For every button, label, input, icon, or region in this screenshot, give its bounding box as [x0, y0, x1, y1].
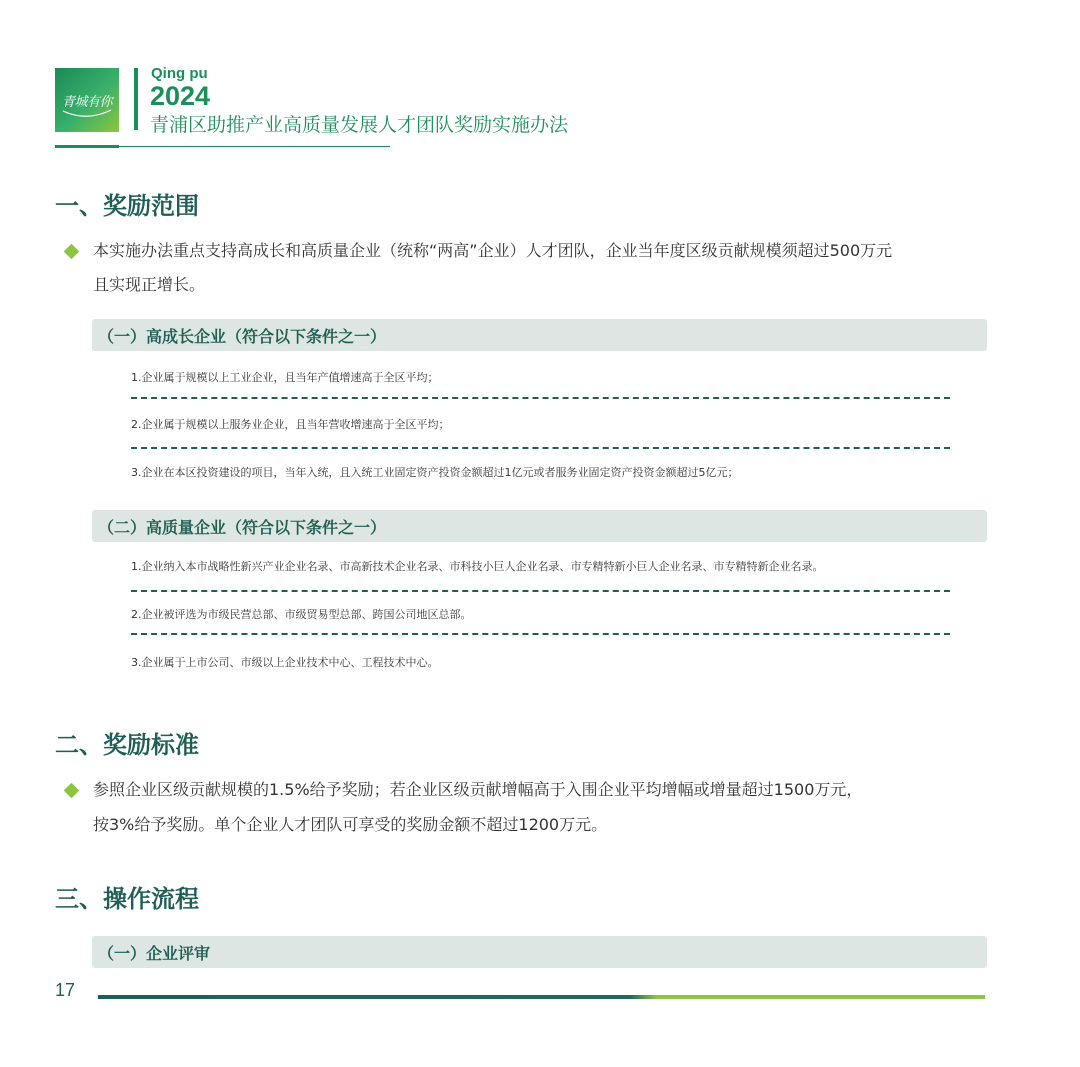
subsection-band-high-quality [92, 510, 987, 542]
header-subtitle: Qing pu [151, 65, 208, 82]
section-heading-scope: 一、奖励范围 [55, 192, 199, 220]
dashed-divider [131, 633, 950, 635]
section-heading-process: 三、操作流程 [55, 885, 199, 913]
page-number: 17 [55, 980, 76, 1000]
document-title: 青浦区助推产业高质量发展人才团队奖励实施办法 [150, 114, 569, 136]
header-rule-accent [55, 145, 119, 148]
list-item: 2.企业被评选为市级民营总部、市级贸易型总部、跨国公司地区总部。 [131, 608, 472, 621]
footer-rule [98, 995, 985, 999]
logo-swoosh-icon [61, 108, 113, 118]
logo [55, 68, 119, 132]
scope-paragraph-line-2: 且实现正增长。 [93, 275, 206, 294]
list-item: 1.企业纳入本市战略性新兴产业企业名录、市高新技术企业名录、市科技小巨人企业名录、市专精特新小巨人企业名录、市专精特新企业名录。 [131, 560, 824, 573]
dashed-divider [131, 590, 950, 592]
header-divider [134, 68, 138, 130]
header-year: 2024 [150, 81, 211, 111]
diamond-bullet-icon [64, 244, 80, 260]
standard-paragraph-line-2: 按3%给予奖励。单个企业人才团队可享受的奖励金额不超过1200万元。 [93, 815, 608, 834]
scope-paragraph-line-1: 本实施办法重点支持高成长和高质量企业（统称“两高”企业）人才团队，企业当年度区级贡献规模须超过500万元 [93, 241, 893, 260]
list-item: 1.企业属于规模以上工业企业，且当年产值增速高于全区平均； [131, 371, 439, 384]
subsection-band-review [92, 936, 987, 968]
list-item: 2.企业属于规模以上服务业企业，且当年营收增速高于全区平均； [131, 418, 450, 431]
dashed-divider [131, 397, 950, 399]
subsection-title: （一）高成长企业（符合以下条件之一） [98, 327, 387, 346]
subsection-title: （二）高质量企业（符合以下条件之一） [98, 518, 387, 537]
subsection-title: （一）企业评审 [98, 944, 211, 963]
section-heading-standard: 二、奖励标准 [55, 731, 199, 759]
dashed-divider [131, 447, 950, 449]
list-item: 3.企业属于上市公司、市级以上企业技术中心、工程技术中心。 [131, 656, 439, 669]
diamond-bullet-icon [64, 783, 80, 799]
standard-paragraph-line-1: 参照企业区级贡献规模的1.5%给予奖励；若企业区级贡献增幅高于入围企业平均增幅或增量超过1500万元， [93, 780, 863, 799]
logo-text: 青城有你 [61, 94, 112, 110]
list-item: 3.企业在本区投资建设的项目，当年入统，且入统工业固定资产投资金额超过1亿元或者服务业固定资产投资金额超过5亿元； [131, 466, 739, 479]
subsection-band-high-growth [92, 319, 987, 351]
